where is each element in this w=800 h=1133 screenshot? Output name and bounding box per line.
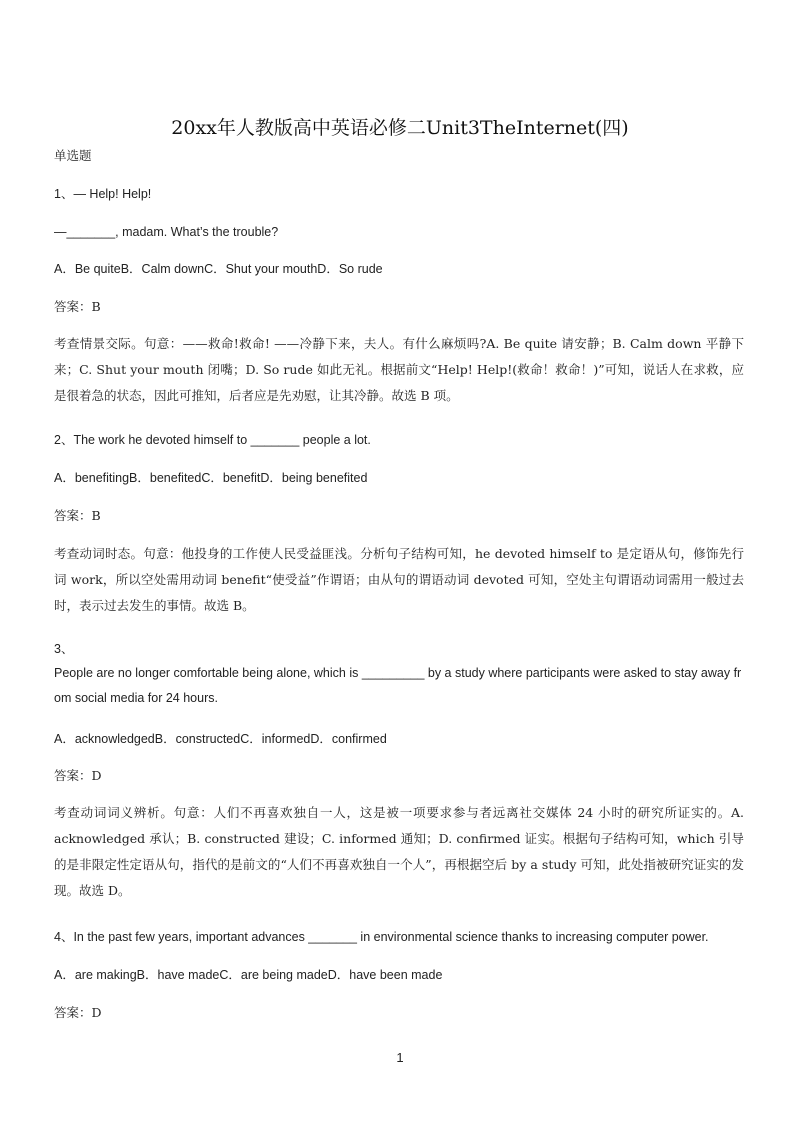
- q4-options: A．are makingB．have madeC．are being madeD．have been made: [54, 968, 443, 982]
- q3-options: A．acknowledgedB．constructedC．informedD．confirmed: [54, 732, 387, 746]
- section-label: 单选题: [54, 148, 92, 163]
- q1-stem-line1: 1、— Help! Help!: [54, 187, 152, 201]
- page-number: 1: [396, 1050, 404, 1065]
- q2-stem: 2、The work he devoted himself to _______ people a lot.: [54, 433, 371, 447]
- q3-answer: 答案：D: [54, 768, 102, 783]
- q1-options: A．Be quiteB．Calm downC．Shut your mouthD．So rude: [54, 262, 383, 276]
- q3-explanation: 考查动词词义辨析。句意：人们不再喜欢独自一人，这是被一项要求参与者远离社交媒体 24 小时的研究所证实的。A. acknowledged 承认；B. constructed 建设；C. informed 通知；D. confirmed 证实。根据句子结构可知，which 引导的是非限定性定语从句，指代的是前文的“人们不再喜欢独自一个人”，再根据空后 by a study 可知，此处指被研究证实的发现。故选 D。: [54, 805, 744, 898]
- q1-answer: 答案：B: [54, 299, 101, 314]
- q4-answer: 答案：D: [54, 1005, 102, 1020]
- q1-explanation: 考查情景交际。句意：——救命!救命! ——冷静下来，夫人。有什么麻烦吗?A. Be quite 请安静；B. Calm down 平静下来；C. Shut your mouth 闭嘴；D. So rude 如此无礼。根据前文“Help! Help!(救命！救命！)”可知，说话人在求救，应是很着急的状态，因此可推知，后者应是先劝慰，让其冷静。故选 B 项。: [54, 336, 744, 403]
- q3-number: 3、: [54, 642, 74, 656]
- q1-stem-line2: —_______, madam. What’s the trouble?: [54, 225, 279, 239]
- q3-stem: People are no longer comfortable being alone, which is _________ by a study where participants were asked to stay away from social media for 24 hours.: [54, 666, 742, 705]
- q4-stem: 4、In the past few years, important advances _______ in environmental science thanks to increasing computer power.: [54, 930, 709, 944]
- page-title: 20xx年人教版高中英语必修二Unit3TheInternet(四): [171, 117, 629, 139]
- q2-explanation: 考查动词时态。句意：他投身的工作使人民受益匪浅。分析句子结构可知，he devoted himself to 是定语从句，修饰先行词 work，所以空处需用动词 benefit“使受益”作谓语；由从句的谓语动词 devoted 可知，空处主句谓语动词需用一般过去时，表示过去发生的事情。故选 B。: [54, 546, 744, 613]
- q2-answer: 答案：B: [54, 508, 101, 523]
- q2-options: A．benefitingB．benefitedC．benefitD．being benefited: [54, 471, 368, 485]
